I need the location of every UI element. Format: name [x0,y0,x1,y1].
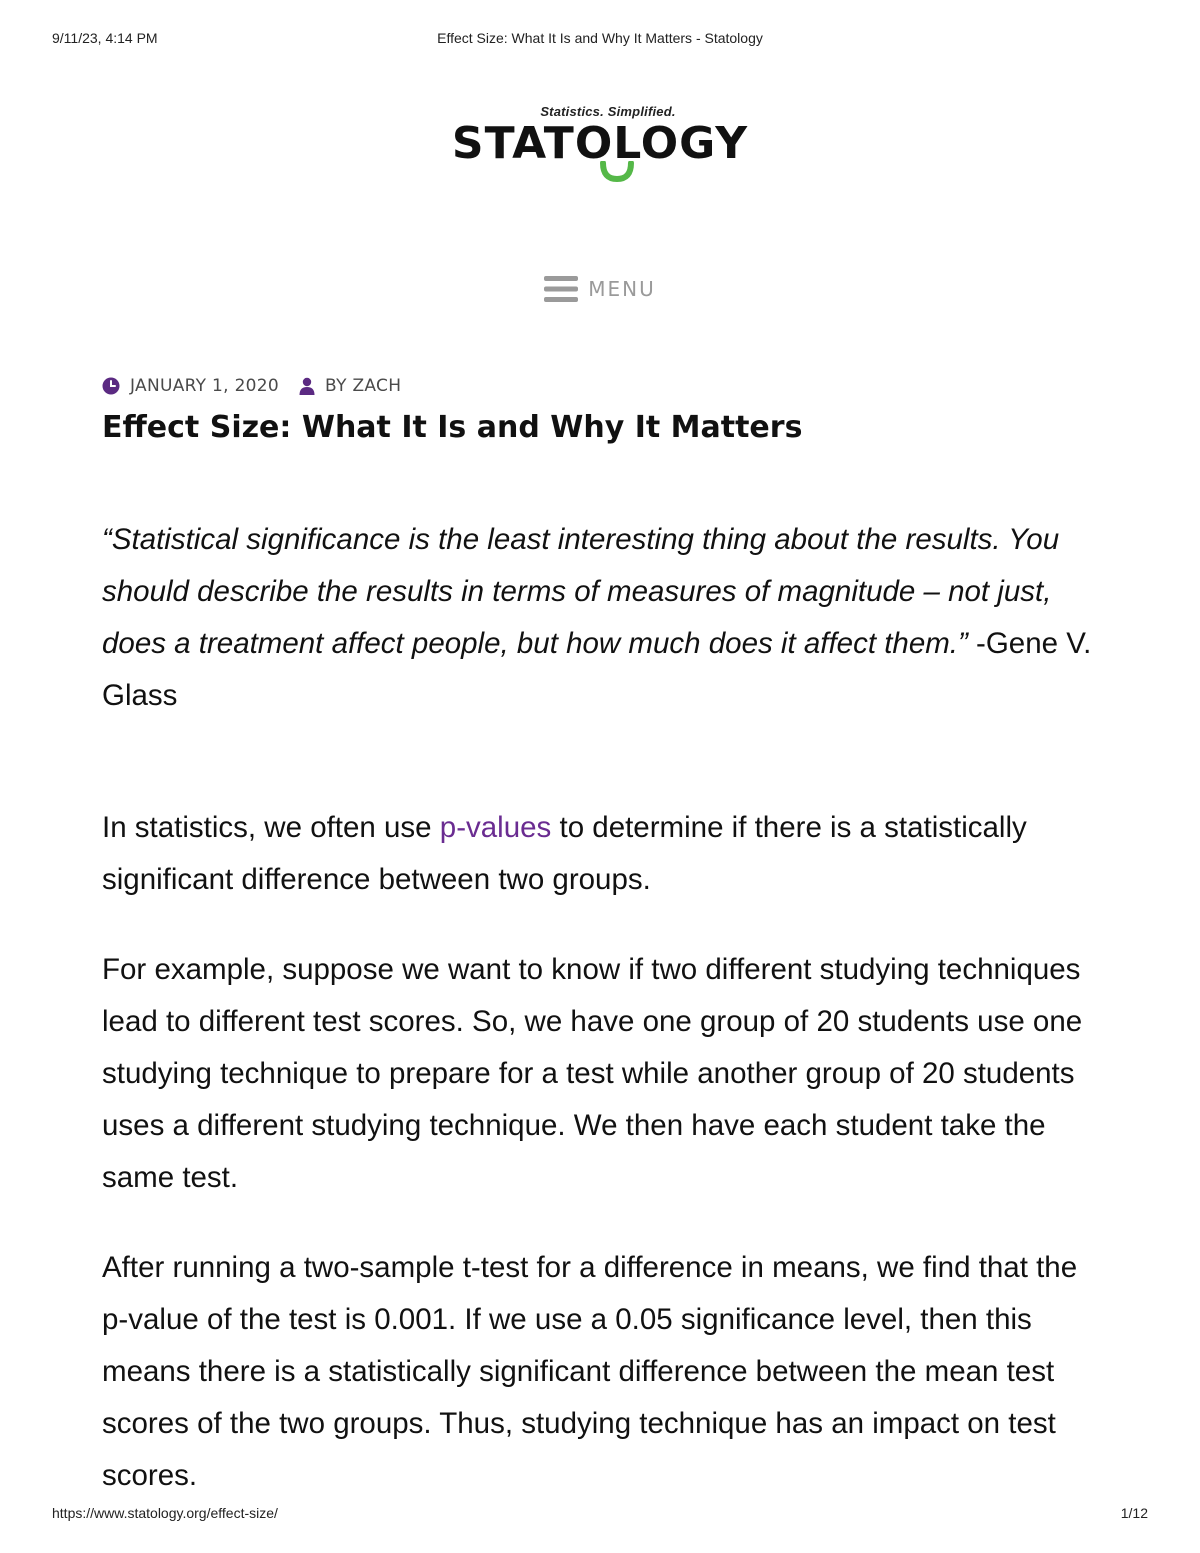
logo-wordmark [451,118,749,169]
print-date: 9/11/23, 4:14 PM [52,30,158,46]
paragraph-2: For example, suppose we want to know if two different studying techniques lead to different test scores. So, we have one group of 20 students use one studying technique to prepare for a test while another group of 20 students uses a different studying technique. We then have each student take the same test. [102,953,1083,1194]
logo-smile-icon [597,161,637,183]
paragraph-1 [102,802,1102,906]
logo-word-suffix: Y [715,118,749,169]
post-date-text: JANUARY 1, 2020 [130,376,280,396]
menu-toggle[interactable] [0,274,1200,309]
logo-word-ol: OL [574,118,641,169]
print-header [52,30,1148,50]
opening-quote [102,514,1102,722]
print-page-title: Effect Size: What It Is and Why It Matters - Statology [437,30,763,46]
post-meta [102,376,421,396]
clock-icon [102,377,120,395]
post-date[interactable] [102,376,279,396]
post-author-text: BY ZACH [325,376,402,396]
page-title: Effect Size: What It Is and Why It Matters [102,410,803,445]
user-icon [299,377,315,395]
quote-attribution: -Gene V. Glass [102,627,1092,712]
print-page-number: 1/12 [1120,1505,1148,1521]
print-url: https://www.statology.org/effect-size/ [52,1505,278,1521]
paragraph-1-start: In statistics, we often use [102,811,440,844]
p-values-link[interactable]: p-values [439,811,552,844]
print-footer [52,1505,1148,1525]
article-body [102,514,1102,1502]
menu-label: MENU [588,277,656,301]
post-author[interactable] [299,376,401,396]
paragraph-1-end: to determine if there is a statistically significant difference between two groups. [102,811,1027,896]
hamburger-icon [544,274,578,304]
logo-tagline: Statistics. Simplified. [540,104,676,119]
quote-text: “Statistical significance is the least interesting thing about the results. You should describe the results in terms of measures of magnitude – not just, does a treatment affect people, but how much does it affect them.” [102,523,1060,660]
logo-word-prefix: STAT [451,118,575,169]
logo-word-og: OG [640,118,716,169]
site-logo[interactable] [0,104,1200,167]
paragraph-3: After running a two-sample t-test for a difference in means, we find that the p-value of the test is 0.001. If we use a 0.05 significance level, then this means there is a statistically significant difference between the mean test scores of the two groups. Thus, studying technique has an impact on test scores. [102,1251,1078,1492]
